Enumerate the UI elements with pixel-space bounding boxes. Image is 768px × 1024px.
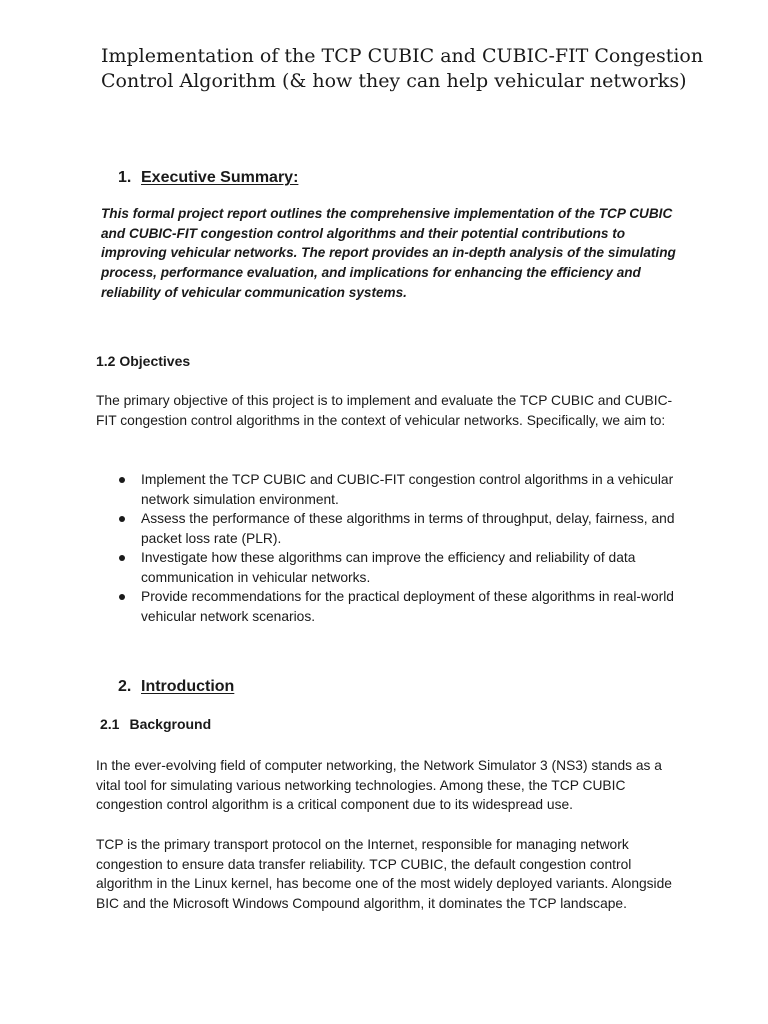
section-number: 2. (118, 678, 132, 695)
section-title: Introduction (141, 678, 235, 695)
bullet-icon (119, 516, 125, 522)
list-item (96, 548, 686, 587)
bullet-icon (119, 477, 125, 483)
section-number: 1. (118, 169, 132, 186)
bullet-icon (119, 594, 125, 600)
list-item (96, 587, 686, 626)
executive-summary-heading (118, 167, 298, 189)
background-heading (100, 714, 211, 734)
executive-summary-text: This formal project report outlines the comprehensive implementation of the TCP CUBIC and CUBIC-FIT congestion control algorithms and their potential contributions to improving vehicular networks. The report provides an in-depth analysis of the simulating process, performance evaluation, and implications for enhancing the efficiency and reliability of vehicular communication systems. (101, 206, 676, 300)
list-item-text: Investigate how these algorithms can improve the efficiency and reliability of data communication in vehicular networks. (141, 550, 636, 585)
list-item-text: Implement the TCP CUBIC and CUBIC-FIT congestion control algorithms in a vehicular network simulation environment. (141, 472, 674, 507)
objectives-heading: 1.2 Objectives (96, 353, 191, 369)
subsection-number: 2.1 (100, 716, 120, 732)
list-item-text: Assess the performance of these algorithms in terms of throughput, delay, fairness, and packet loss rate (PLR). (141, 511, 675, 546)
introduction-heading (118, 676, 234, 698)
objectives-intro: The primary objective of this project is to implement and evaluate the TCP CUBIC and CUBIC-FIT congestion control algorithms in the context of vehicular networks. Specifically, we aim to: (96, 393, 673, 428)
background-paragraph: TCP is the primary transport protocol on the Internet, responsible for managing network congestion to ensure data transfer reliability. TCP CUBIC, the default congestion control algorithm in the Linux kernel, has become one of the most widely deployed variants. Alongside BIC and the Microsoft Windows Compound algorithm, it dominates the TCP landscape. (96, 837, 672, 912)
subsection-title: Background (129, 716, 212, 732)
bullet-icon (119, 555, 125, 561)
list-item-text: Provide recommendations for the practical deployment of these algorithms in real-world vehicular network scenarios. (141, 589, 674, 624)
list-item (96, 470, 686, 509)
section-title: Executive Summary: (141, 169, 299, 186)
document-title: Implementation of the TCP CUBIC and CUBIC-FIT Congestion Control Algorithm (& how they can help vehicular networks) (101, 45, 704, 92)
background-paragraph: In the ever-evolving field of computer networking, the Network Simulator 3 (NS3) stands as a vital tool for simulating various networking technologies. Among these, the TCP CUBIC congestion control algorithm is a critical component due to its widespread use. (96, 758, 662, 813)
list-item (96, 509, 686, 548)
objectives-list (96, 470, 686, 626)
